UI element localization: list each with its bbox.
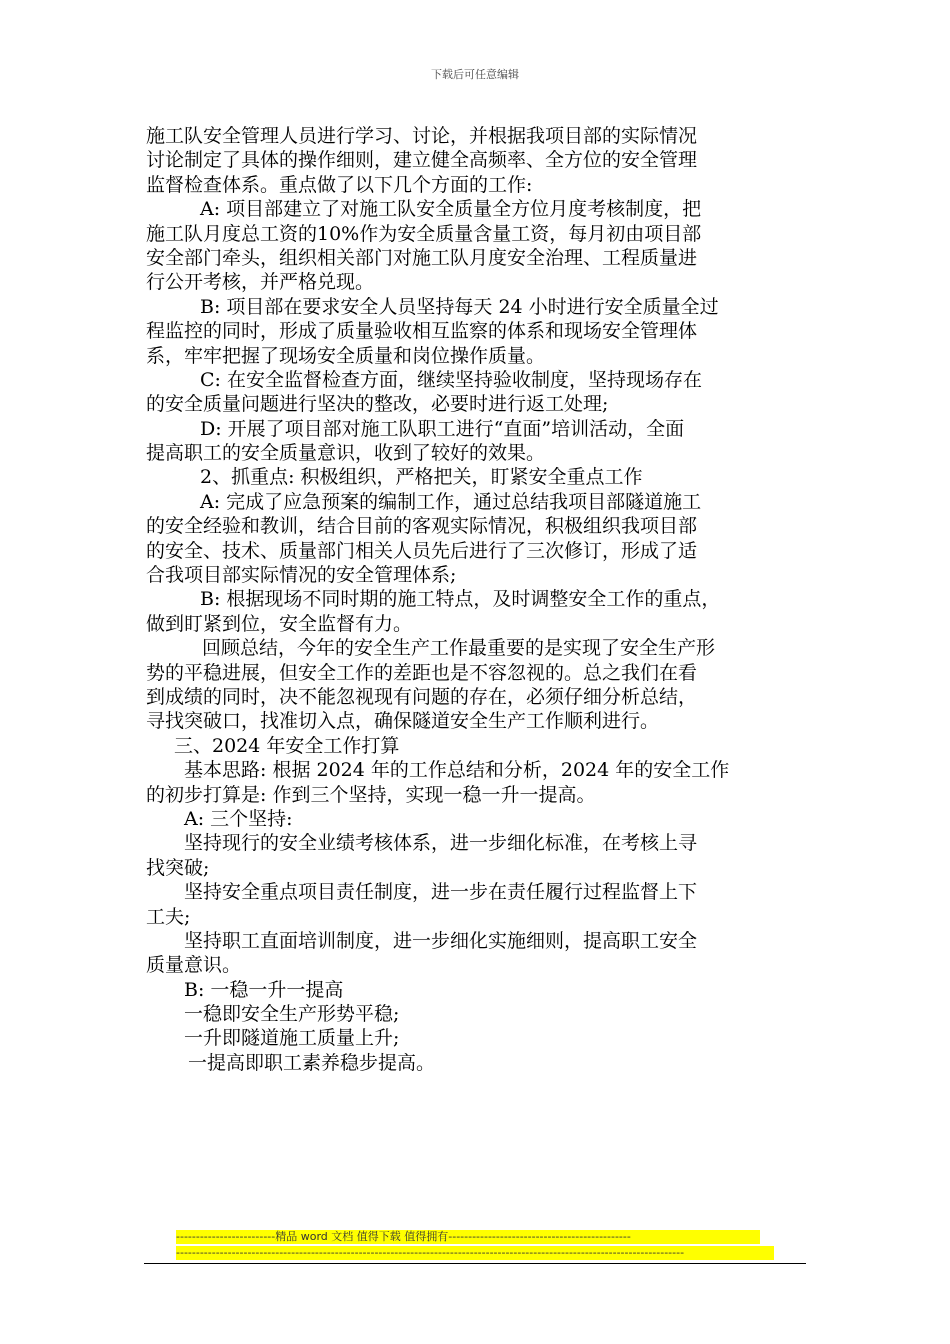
text-line: 坚持职工直面培训制度，进一步细化实施细则，提高职工安全 [184,929,698,952]
text-line: A: 三个坚持: [184,807,293,830]
text-line: 找突破; [146,856,210,879]
text-line: 行公开考核，并严格兑现。 [146,271,375,294]
text-line: D: 开展了项目部对施工队职工进行“直面”培训活动，全面 [200,417,685,440]
text-line: 监督检查体系。重点做了以下几个方面的工作: [146,173,533,196]
text-line: 的初步打算是: 作到三个坚持，实现一稳一升一提高。 [146,783,596,806]
text-line: 坚持安全重点项目责任制度，进一步在责任履行过程监督上下 [184,881,698,904]
text-line: 系，牢牢把握了现场安全质量和岗位操作质量。 [146,344,546,367]
footer-rule [144,1263,806,1264]
footer-banner: -------------------------精品 word 文档 值得下载 值得拥有---------------------------------------------- [176,1230,760,1244]
text-line: 合我项目部实际情况的安全管理体系; [146,564,457,587]
text-line: 质量意识。 [146,954,242,977]
text-line: 安全部门牵头，组织相关部门对施工队月度安全治理、工程质量进 [146,246,698,269]
text-line: 回顾总结，今年的安全生产工作最重要的是实现了安全生产形 [202,637,716,660]
footer-dash-line: -------------------------------------------------------------------------------------------------------------------------------- [176,1246,774,1260]
text-line: C: 在安全监督检查方面，继续坚持验收制度，坚持现场存在 [200,368,702,391]
text-line: 一提高即职工素养稳步提高。 [188,1051,436,1074]
text-line: 工夫; [146,905,191,928]
page-header: 下载后可任意编辑 [431,68,519,81]
text-line: 势的平稳进展，但安全工作的差距也是不容忽视的。总之我们在看 [146,661,698,684]
text-line: A: 完成了应急预案的编制工作，通过总结我项目部隧道施工 [200,490,702,513]
text-line: A: 项目部建立了对施工队安全质量全方位月度考核制度，把 [200,198,702,221]
text-line: 一升即隧道施工质量上升; [184,1027,400,1050]
text-line: 讨论制定了具体的操作细则，建立健全高频率、全方位的安全管理 [146,149,698,172]
text-line: 提高职工的安全质量意识，收到了较好的效果。 [146,442,546,465]
text-line: B: 一稳一升一提高 [184,978,344,1001]
text-line: 的安全质量问题进行坚决的整改，必要时进行返工处理; [146,393,609,416]
text-line: 程监控的同时，形成了质量验收相互监察的体系和现场安全管理体 [146,320,698,343]
text-line: 做到盯紧到位，安全监督有力。 [146,612,413,635]
text-line: 到成绩的同时，决不能忽视现有问题的存在，必须仔细分析总结， [146,685,698,708]
text-line: 三、2024 年安全工作打算 [174,734,400,757]
text-line: 的安全经验和教训，结合目前的客观实际情况，积极组织我项目部 [146,515,698,538]
text-line: 寻找突破口，找准切入点，确保隧道安全生产工作顺利进行。 [146,710,660,733]
text-line: B: 根据现场不同时期的施工特点，及时调整安全工作的重点， [200,588,721,611]
text-line: 基本思路: 根据 2024 年的工作总结和分析，2024 年的安全工作 [184,759,730,782]
document-body [146,124,812,1075]
text-line: 一稳即安全生产形势平稳; [184,1003,400,1026]
text-line: B: 项目部在要求安全人员坚持每天 24 小时进行安全质量全过 [200,295,719,318]
text-line: 2、抓重点: 积极组织，严格把关，盯紧安全重点工作 [200,466,643,489]
text-line: 施工队月度总工资的10%作为安全质量含量工资，每月初由项目部 [146,222,702,245]
text-line: 的安全、技术、质量部门相关人员先后进行了三次修订，形成了适 [146,539,698,562]
text-line: 施工队安全管理人员进行学习、讨论，并根据我项目部的实际情况 [146,125,698,147]
text-line: 坚持现行的安全业绩考核体系，进一步细化标准，在考核上寻 [184,832,698,855]
